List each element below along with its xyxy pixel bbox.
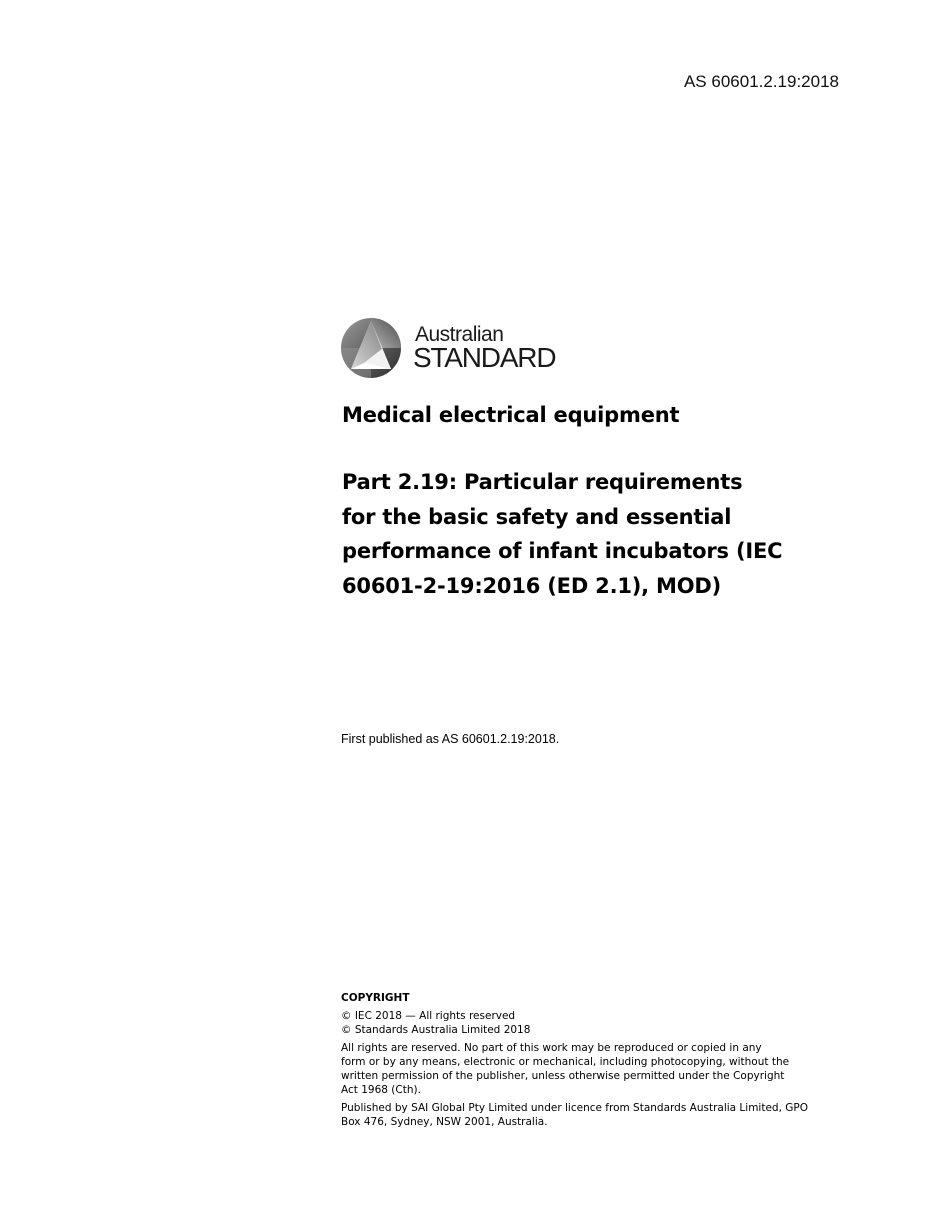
rights-line: All rights are reserved. No part of this work may be reproduced or copied in any — [341, 1042, 762, 1054]
publisher-paragraph — [341, 1101, 831, 1129]
logo-text-standard: STANDARD — [413, 342, 556, 373]
rights-line: written permission of the publisher, unless otherwise permitted under the Copyright — [341, 1070, 785, 1082]
sa-copyright-line: © Standards Australia Limited 2018 — [341, 1024, 531, 1036]
logo-text-australian: Australian — [415, 323, 504, 346]
document-subject: Medical electrical equipment — [342, 403, 680, 427]
publisher-line: Box 476, Sydney, NSW 2001, Australia. — [341, 1116, 548, 1128]
rights-line: form or by any means, electronic or mechanical, including photocopying, without the — [341, 1056, 790, 1068]
title-line: 60601-2-19:2016 (ED 2.1), MOD) — [342, 573, 722, 598]
first-published-note: First published as AS 60601.2.19:2018. — [341, 732, 560, 746]
copyright-heading: COPYRIGHT — [341, 992, 410, 1004]
rights-line: Act 1968 (Cth). — [341, 1084, 421, 1096]
standards-australia-logo-icon — [340, 317, 402, 379]
publisher-line: Published by SAI Global Pty Limited under licence from Standards Australia Limited, GPO — [341, 1102, 808, 1114]
document-title — [342, 465, 822, 603]
copyright-block — [341, 991, 831, 1129]
rights-reserved-paragraph — [341, 1041, 831, 1097]
title-line: performance of infant incubators (IEC — [342, 539, 783, 563]
title-line: Part 2.19: Particular requirements — [342, 470, 743, 494]
australian-standard-logo — [340, 317, 580, 383]
title-line: for the basic safety and essential — [342, 504, 732, 529]
document-number: AS 60601.2.19:2018 — [683, 72, 839, 91]
iec-copyright-line: © IEC 2018 — All rights reserved — [341, 1010, 516, 1022]
